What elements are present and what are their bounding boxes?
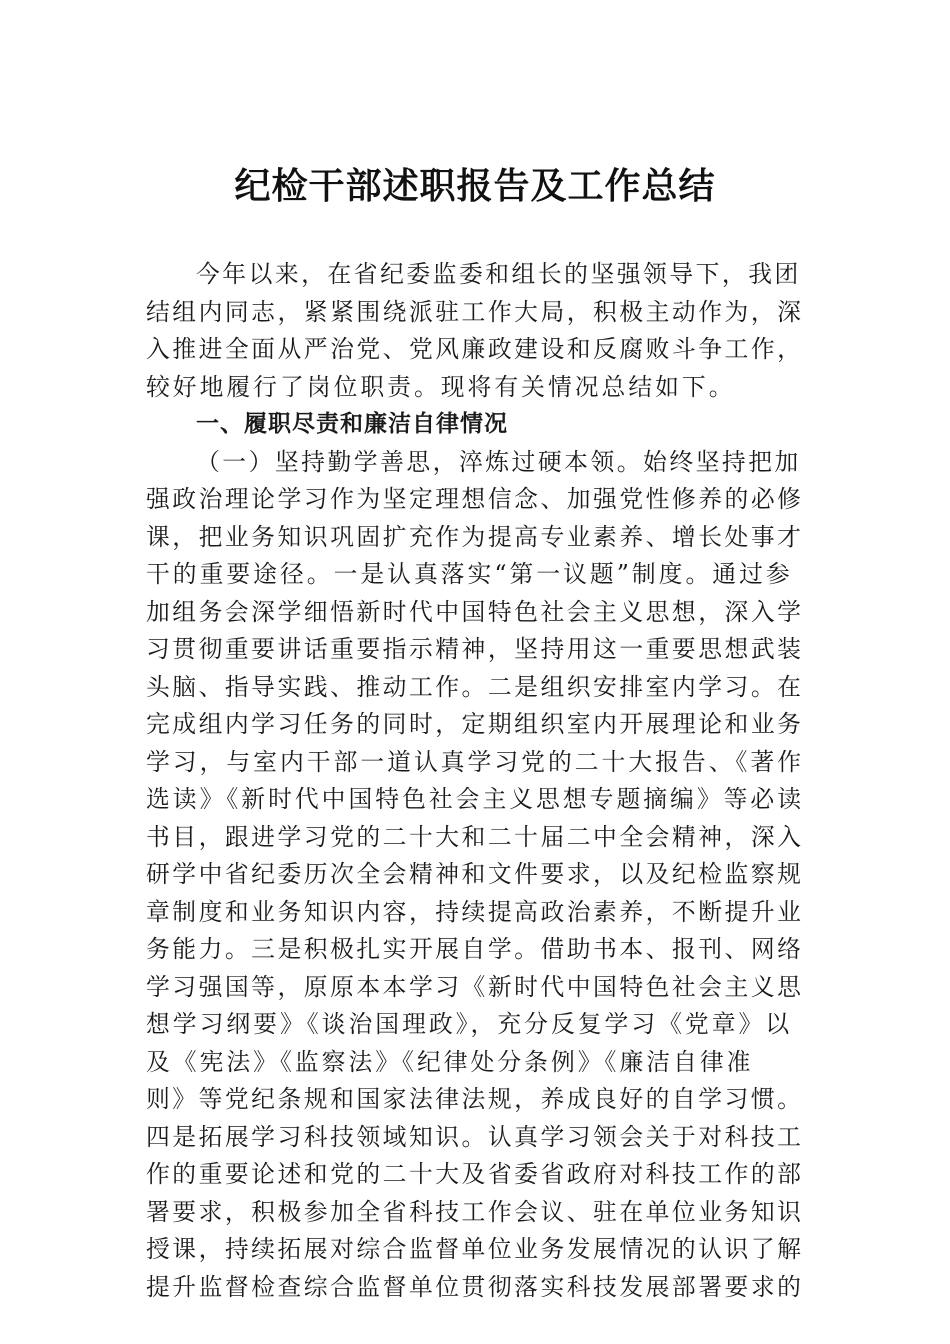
paragraph-line: 章制度和业务知识内容，持续提高政治素养，不断提升业	[146, 897, 804, 926]
section-heading: 一、履职尽责和廉洁自律情况	[196, 411, 508, 437]
paragraph-line: 课，把业务知识巩固扩充作为提高专业素养、增长处事才	[146, 522, 804, 551]
paragraph-line: 完成组内学习任务的同时，定期组织室内开展理论和业务	[146, 710, 804, 738]
paragraph-line: 署要求，积极参加全省科技工作会议、驻在单位业务知识	[146, 1197, 804, 1226]
paragraph-line: 书目，跟进学习党的二十大和二十届二中全会精神，深入	[146, 822, 804, 851]
paragraph-line: 入推进全面从严治党、党风廉政建设和反腐败斗争工作，	[146, 335, 804, 363]
paragraph-line: 作的重要论述和党的二十大及省委省政府对科技工作的部	[146, 1160, 804, 1188]
paragraph-line: 学习强国等，原原本本学习《新时代中国特色社会主义思	[146, 972, 804, 1001]
paragraph-line: 提升监督检查综合监督单位贯彻落实科技发展部署要求的	[146, 1272, 804, 1301]
paragraph-line: 加组务会深学细悟新时代中国特色社会主义思想，深入学	[146, 597, 804, 626]
paragraph-line: 习贯彻重要讲话重要指示精神，坚持用这一重要思想武装	[146, 635, 804, 663]
paragraph-line: 干的重要途径。一是认真落实“第一议题”制度。通过参	[146, 560, 793, 588]
paragraph-line: 及《宪法》《监察法》《纪律处分条例》《廉洁自律准	[146, 1047, 754, 1076]
paragraph-line: 务能力。三是积极扎实开展自学。借助书本、报刊、网络	[146, 935, 804, 963]
paragraph-line: 想学习纲要》《谈治国理政》，充分反复学习《党章》以	[146, 1010, 793, 1038]
paragraph-line: 今年以来，在省纪委监委和组长的坚强领导下，我团	[196, 260, 801, 288]
paragraph-line: 头脑、指导实践、推动工作。二是组织安排室内学习。在	[146, 672, 804, 701]
document-title: 纪检干部述职报告及工作总结	[234, 165, 716, 207]
paragraph-line: 学习，与室内干部一道认真学习党的二十大报告、《著作	[146, 747, 805, 776]
paragraph-line: 则》等党纪条规和国家法律法规，养成良好的自学习惯。	[146, 1085, 804, 1113]
paragraph-line: 结组内同志，紧紧围绕派驻工作大局，积极主动作为，深	[146, 297, 804, 326]
paragraph-line: 四是拓展学习科技领域知识。认真学习领会关于对科技工	[146, 1122, 804, 1151]
paragraph-line: （一）坚持勤学善思，淬炼过硬本领。始终坚持把加	[196, 447, 801, 476]
paragraph-line: 强政治理论学习作为坚定理想信念、加强党性修养的必修	[146, 485, 804, 513]
document-body	[146, 256, 806, 1306]
paragraph-line: 较好地履行了岗位职责。现将有关情况总结如下。	[146, 372, 736, 401]
paragraph-line: 选读》《新时代中国特色社会主义思想专题摘编》等必读	[146, 785, 805, 813]
paragraph-line: 研学中省纪委历次全会精神和文件要求，以及纪检监察规	[146, 860, 804, 888]
paragraph-line: 授课，持续拓展对综合监督单位业务发展情况的认识了解	[146, 1235, 804, 1263]
